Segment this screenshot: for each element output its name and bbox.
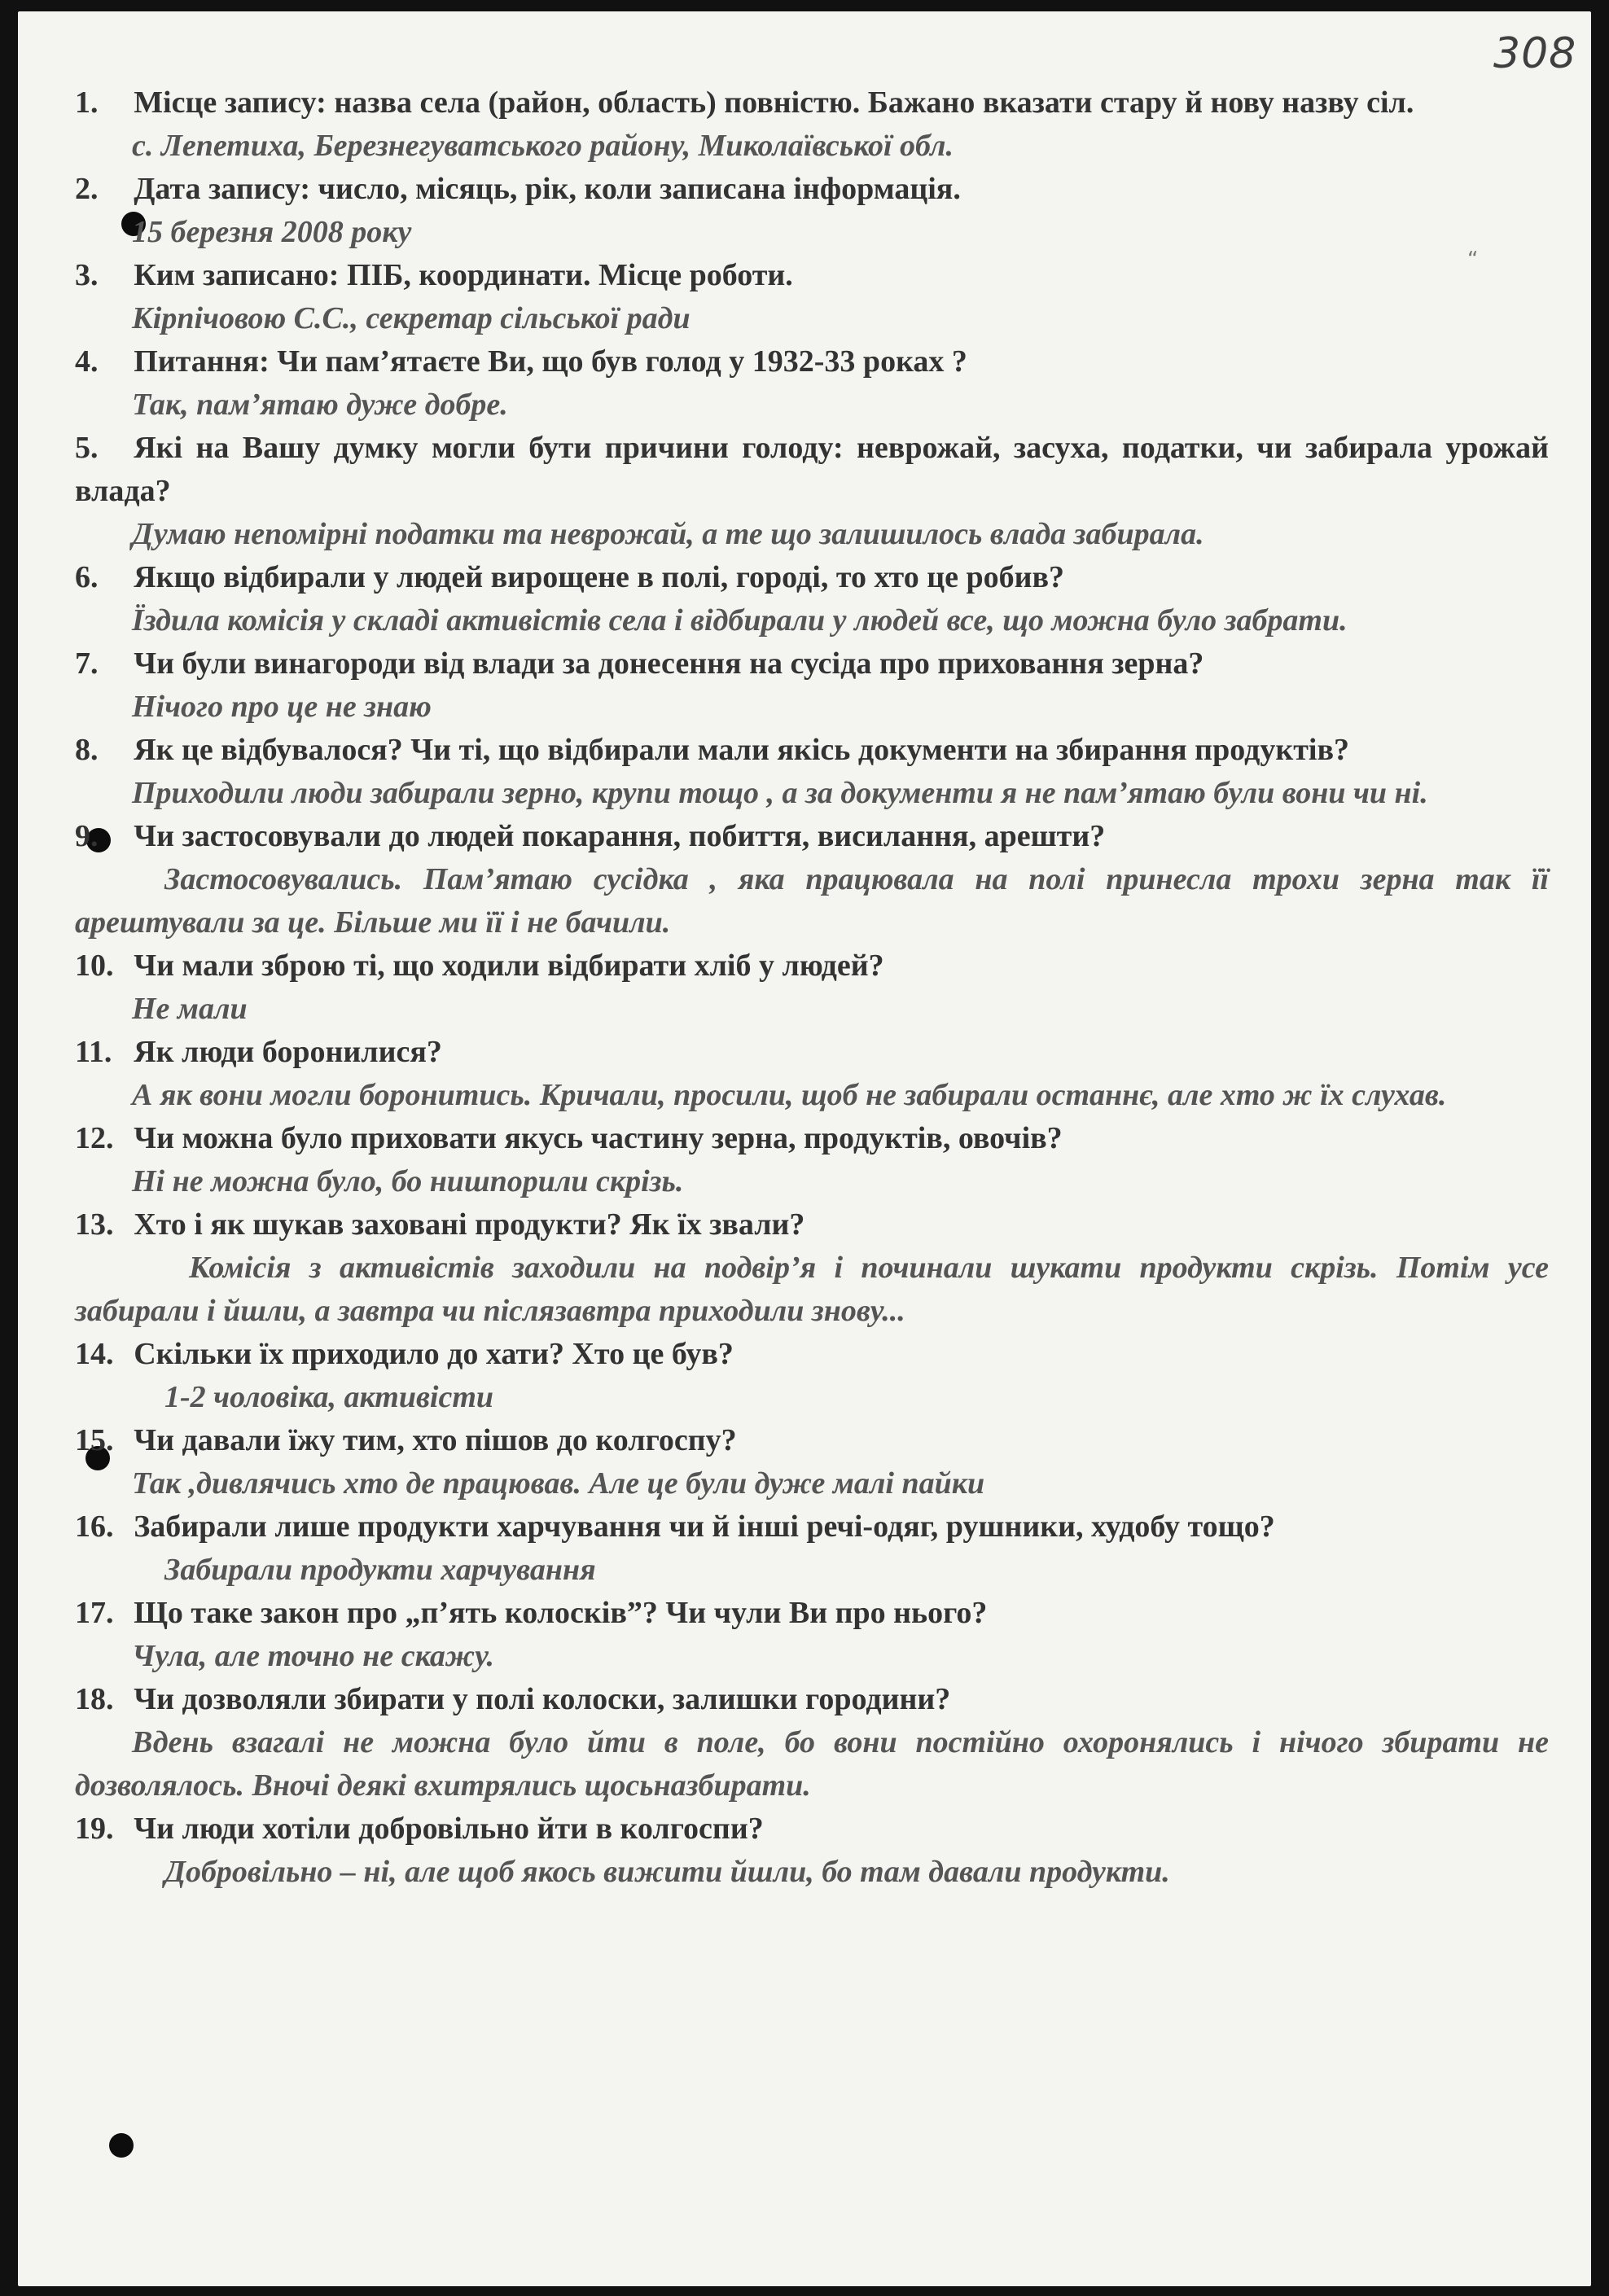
question-text: Чи люди хотіли добровільно йти в колгоспи? — [134, 1812, 764, 1846]
question-number: 18. — [75, 1682, 114, 1716]
question — [75, 254, 1549, 297]
answer: Ні не можна було, бо нишпорили скрізь. — [132, 1164, 684, 1198]
question-number: 10. — [75, 949, 114, 983]
question-number: 13. — [75, 1207, 114, 1242]
question — [75, 729, 1549, 772]
question-text: Ким записано: ПІБ, координати. Місце роботи. — [134, 258, 793, 292]
question-text: Якщо відбирали у людей вирощене в полі, городі, то хто це робив? — [134, 560, 1065, 594]
question-text: Чи застосовували до людей покарання, побиття, висилання, арешти? — [134, 819, 1106, 853]
question — [75, 642, 1549, 686]
question — [75, 1678, 1549, 1721]
answer: Вдень взагалі не можна було йти в поле, бо вони постійно охоронялись і нічого збирати не дозволялось. Вночі деякі вхитрялись щосьназбирати. — [75, 1725, 1549, 1803]
question-number: 14. — [75, 1337, 114, 1371]
question-number: 1. — [75, 85, 99, 120]
question — [75, 815, 1549, 858]
answer: Застосовувались. Пам’ятаю сусідка , яка працювала на полі принесла трохи зерна так її арештували за це. Більше ми її і не бачили. — [75, 862, 1549, 940]
answer: Так, пам’ятаю дуже добре. — [132, 388, 508, 422]
question — [75, 340, 1549, 383]
question — [75, 1807, 1549, 1851]
question — [75, 556, 1549, 599]
question — [75, 944, 1549, 988]
answer: А як вони могли боронитись. Кричали, просили, щоб не забирали останнє, але хто ж їх слухав. — [132, 1078, 1447, 1112]
question-text: Чи дозволяли збирати у полі колоски, залишки городини? — [134, 1682, 951, 1716]
question-text: Забирали лише продукти харчування чи й інші речі-одяг, рушники, худобу тощо? — [134, 1509, 1275, 1544]
question-number: 4. — [75, 344, 99, 379]
question-number: 12. — [75, 1121, 114, 1155]
question-text: Скільки їх приходило до хати? Хто це був? — [134, 1337, 734, 1371]
answer: с. Лепетиха, Березнегуватського району, Миколаївської обл. — [132, 129, 954, 163]
document-page — [18, 11, 1591, 2286]
question-number: 16. — [75, 1509, 114, 1544]
answer: Комісія з активістів заходили на подвір’я і починали шукати продукти скрізь. Потім усе забирали і йшли, а завтра чи післязавтра приходили знову... — [75, 1251, 1549, 1328]
question-number: 2. — [75, 172, 99, 206]
answer: 1-2 чоловіка, активісти — [164, 1380, 494, 1414]
question — [75, 1505, 1549, 1549]
answer: Їздила комісія у складі активістів села і відбирали у людей все, що можна було забрати. — [132, 603, 1348, 638]
question-text: Дата запису: число, місяць, рік, коли записана інформація. — [134, 172, 961, 206]
answer: Думаю непомірні податки та неврожай, а те що залишилось влада забирала. — [132, 517, 1204, 551]
question-text: Як це відбувалося? Чи ті, що відбирали мали якісь документи на збирання продуктів? — [134, 733, 1349, 767]
answer: Забирали продукти харчування — [164, 1553, 596, 1587]
question — [75, 1333, 1549, 1376]
question-number: 8. — [75, 733, 99, 767]
question-text: Чи можна було приховати якусь частину зерна, продуктів, овочів? — [134, 1121, 1063, 1155]
questionnaire — [75, 81, 1549, 1894]
answer: Приходили люди забирали зерно, крупи тощо , а за документи я не пам’ятаю були вони чи ні. — [132, 776, 1428, 810]
answer: Не мали — [132, 992, 248, 1026]
question — [75, 1031, 1549, 1074]
question — [75, 427, 1549, 513]
question-text: Питання: Чи пам’ятаєте Ви, що був голод у 1932-33 роках ? — [134, 344, 967, 379]
question-text: Хто і як шукав заховані продукти? Як їх звали? — [134, 1207, 805, 1242]
question-text: Чи мали зброю ті, що ходили відбирати хліб у людей? — [134, 949, 884, 983]
question-text: Чи давали їжу тим, хто пішов до колгоспу? — [134, 1423, 737, 1457]
answer: Нічого про це не знаю — [132, 690, 432, 724]
question-text: Які на Вашу думку могли бути причини голоду: неврожай, засуха, податки, чи забирала урожай влада? — [75, 431, 1549, 508]
question — [75, 168, 1549, 211]
answer: Кірпічовою С.С., секретар сільської ради — [132, 301, 691, 335]
question — [75, 1592, 1549, 1635]
question-number: 17. — [75, 1596, 114, 1630]
question — [75, 1203, 1549, 1247]
question-number: 11. — [75, 1035, 112, 1069]
question-text: Що таке закон про „п’ять колосків”? Чи чули Ви про нього? — [134, 1596, 988, 1630]
answer: 15 березня 2008 року — [132, 215, 412, 249]
answer: Добровільно – ні, але щоб якось вижити йшли, бо там давали продукти. — [164, 1855, 1170, 1889]
answer: Так ,дивлячись хто де працював. Але це були дуже малі пайки — [132, 1466, 985, 1501]
question-number: 3. — [75, 258, 99, 292]
stray-mark: “ — [1467, 248, 1479, 272]
question-text: Чи були винагороди від влади за донесення на сусіда про приховання зерна? — [134, 646, 1204, 681]
question-number: 15. — [75, 1423, 114, 1457]
question-number: 5. — [75, 431, 99, 465]
page-number: 308 — [1493, 29, 1577, 78]
question — [75, 81, 1549, 125]
question-number: 19. — [75, 1812, 114, 1846]
question — [75, 1419, 1549, 1462]
question-number: 7. — [75, 646, 99, 681]
question-text: Місце запису: назва села (район, область) повністю. Бажано вказати стару й нову назву сіл. — [134, 85, 1414, 120]
punch-hole — [109, 2133, 134, 2158]
question-text: Як люди боронилися? — [134, 1035, 442, 1069]
question-number: 9. — [75, 819, 99, 853]
question-number: 6. — [75, 560, 99, 594]
question — [75, 1117, 1549, 1160]
answer: Чула, але точно не скажу. — [132, 1639, 495, 1673]
